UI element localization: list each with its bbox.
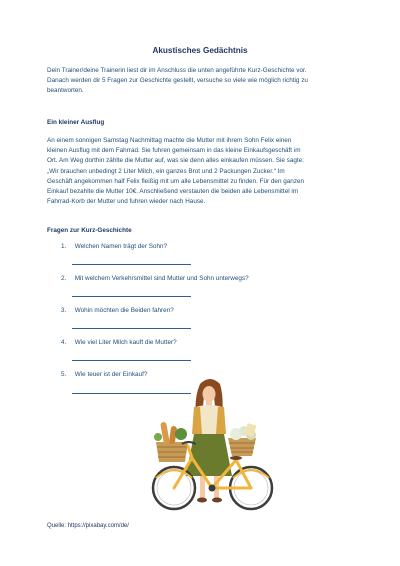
question-item <box>61 371 147 378</box>
page-title: Akustisches Gedächtnis <box>152 46 248 55</box>
question-text: Wie teuer ist der Einkauf? <box>74 371 148 378</box>
story-line: Ort. Am Weg dorthin zählte die Mutter auf, was sie denn alles einkaufen müssen. Sie sagte: <box>47 157 304 165</box>
story-heading: Ein kleiner Ausflug <box>47 119 105 126</box>
question-item <box>61 243 167 250</box>
question-number: 5. <box>61 371 67 378</box>
story-line: Einkauf bezahlte die Mutter 10€. Anschließend verstauten die beiden alle Lebensmittel im <box>47 188 299 196</box>
question-text: Mit welchem Verkehrsmittel sind Mutter und Sohn unterwegs? <box>74 275 249 282</box>
intro-line: Danach werden dir 5 Fragen zur Geschichte gestellt, versuche so viele wie möglich richtig zu <box>47 77 308 84</box>
story-line: Fahrrad-Korb der Mutter und fuhren wieder nach Hause. <box>47 198 206 206</box>
question-text: Wie viel Liter Milch kauft die Mutter? <box>74 339 177 346</box>
story-line: Geschäft angekommen half Felix fleißig mit um alle Lebensmittel zu finden. Für den ganzen <box>47 177 305 185</box>
answer-line[interactable] <box>72 328 191 329</box>
question-text: Welchen Namen trägt der Sohn? <box>74 243 168 250</box>
question-number: 1. <box>61 243 67 250</box>
story-line: An einem sonnigen Samstag Nachmittag machte die Mutter mit ihrem Sohn Felix einen <box>47 137 292 144</box>
question-text: Wohin möchten die Beiden fahren? <box>74 307 174 314</box>
question-number: 2. <box>61 275 67 282</box>
answer-line[interactable] <box>72 296 191 297</box>
intro-line: Dein Trainer/deine Trainerin liest dir im Anschluss die unten angeführte Kurz-Geschichte vor. <box>47 67 307 74</box>
question-item <box>61 275 249 282</box>
questions-heading: Fragen zur Kurz-Geschichte <box>47 227 132 234</box>
question-item <box>61 339 177 346</box>
story-line: „Wir brauchen unbedingt 2 Liter Milch, ein ganzes Brot und 2 Packungen Zucker.“ Im <box>47 167 285 175</box>
question-number: 4. <box>61 339 67 346</box>
answer-line[interactable] <box>72 360 191 361</box>
story-line: kleinen Ausflug mit dem Fahrrad. Sie fuhren gemeinsam in das kleine Einkaufsgeschäft im <box>47 147 301 155</box>
question-number: 3. <box>61 307 67 314</box>
question-item <box>61 307 174 314</box>
image-source-credit: Quelle: https://pixabay.com/de/ <box>47 523 129 529</box>
answer-line[interactable] <box>72 264 191 265</box>
woman-with-bicycle-illustration <box>148 376 276 513</box>
intro-line: beantworten. <box>47 87 84 94</box>
